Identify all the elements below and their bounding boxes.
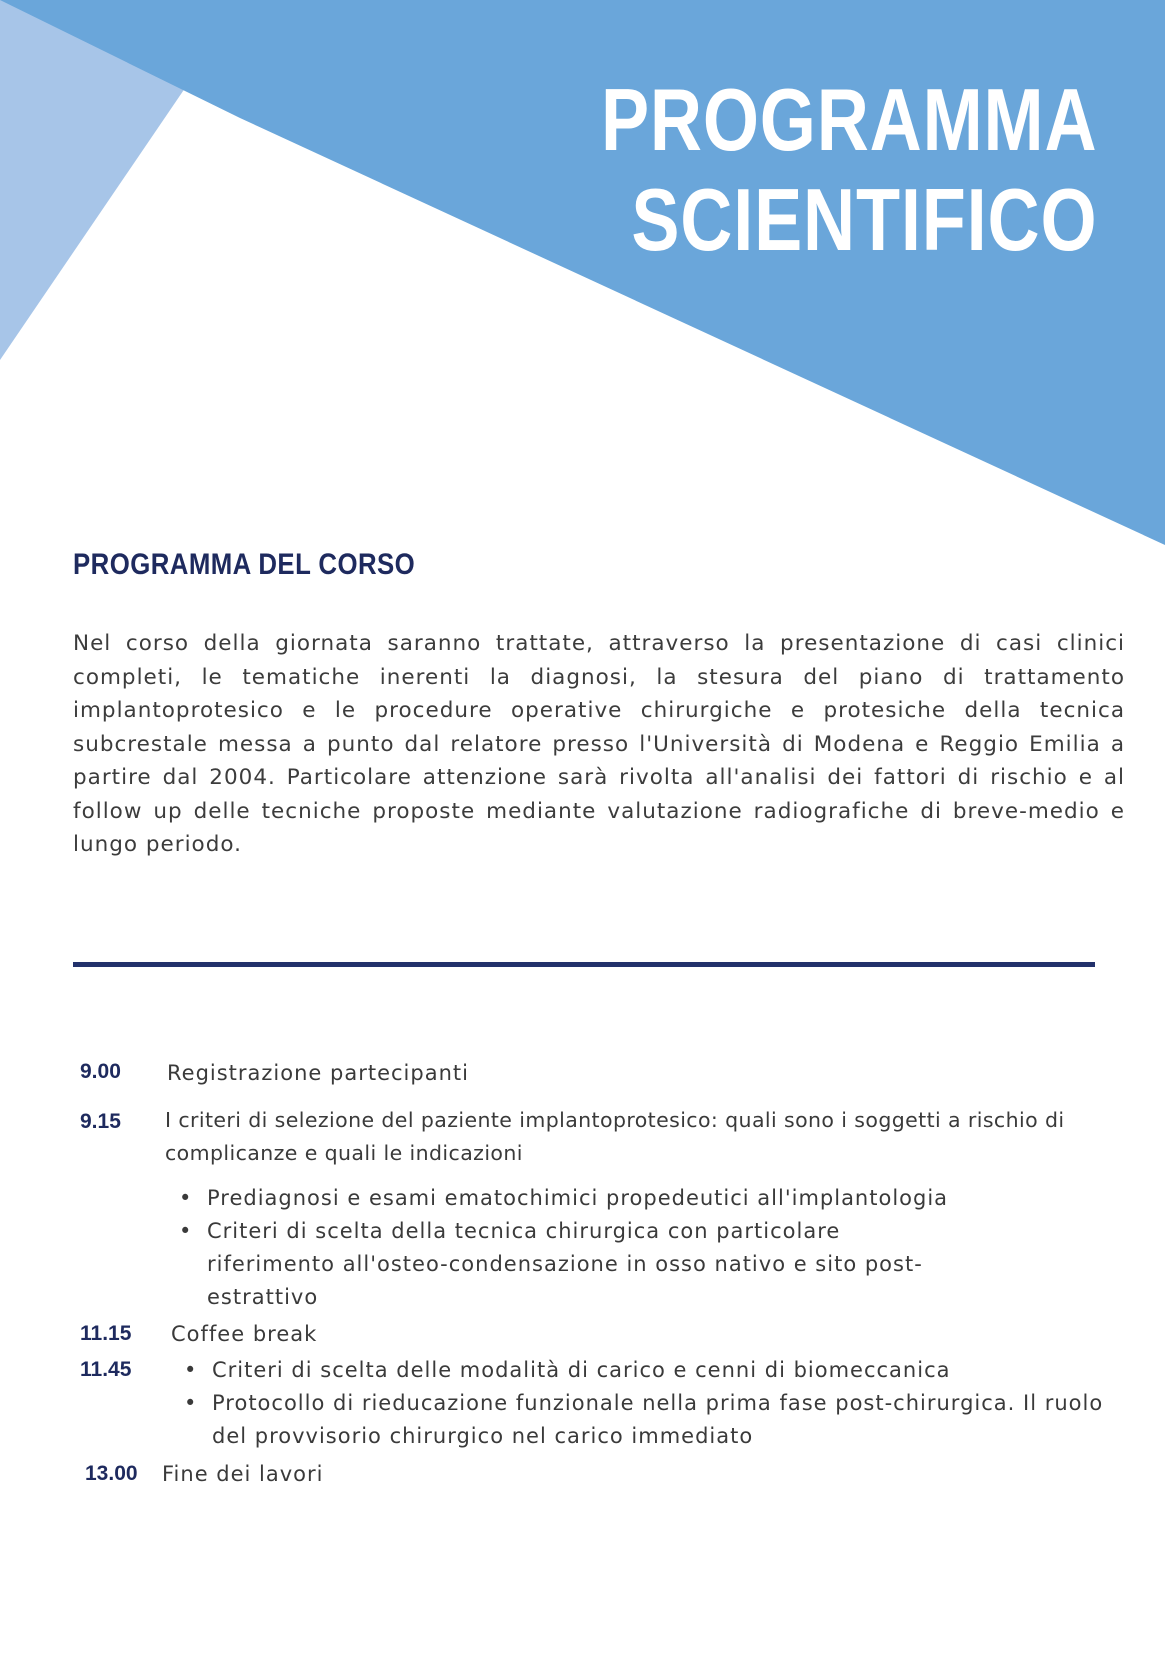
schedule-time-900: 9.00 xyxy=(80,1060,121,1083)
schedule-time-1300: 13.00 xyxy=(85,1462,138,1485)
schedule-bullets-1145 xyxy=(180,1354,1115,1453)
schedule-bullets-915 xyxy=(175,1182,1095,1314)
list-item: • Prediagnosi e esami ematochimici propedeutici all'implantologia xyxy=(175,1182,1095,1215)
schedule-time-1115: 11.15 xyxy=(80,1322,132,1345)
intro-paragraph: Nel corso della giornata saranno trattate, attraverso la presentazione di casi clinici completi, le tematiche inerenti la diagnosi, la stesura del piano di trattamento implantoprotesico e le procedure operative chirurgiche e protesiche della tecnica subcrestale messa a punto dal relatore presso l'Università di Modena e Reggio Emilia a partire dal 2004. Particolare attenzione sarà rivolta all'analisi dei fattori di rischio e al follow up delle tecniche proposte mediante valutazione radiografiche di breve-medio e lungo periodo. xyxy=(73,631,1125,857)
schedule-text-900: Registrazione partecipanti xyxy=(167,1061,469,1085)
title-line-2: SCIENTIFICO xyxy=(630,170,1097,269)
schedule-text-915: I criteri di selezione del paziente implantoprotesico: quali sono i soggetti a rischio di complicanze e quali le indicazioni xyxy=(165,1108,1065,1165)
title-line-1: PROGRAMMA xyxy=(600,70,1097,169)
schedule-time-915: 9.15 xyxy=(80,1110,121,1133)
page-title xyxy=(601,70,1097,270)
list-item: • Protocollo di rieducazione funzionale nella prima fase post-chirurgica. Il ruolo del provvisorio chirurgico nel carico immediato xyxy=(180,1387,1115,1453)
list-item: • Criteri di scelta della tecnica chirurgica con particolare riferimento all'osteo-condensazione in osso nativo e sito post-estrattivo xyxy=(175,1215,967,1314)
schedule-text-1300: Fine dei lavori xyxy=(162,1462,324,1486)
list-item: • Criteri di scelta delle modalità di carico e cenni di biomeccanica xyxy=(180,1354,1115,1387)
section-heading: PROGRAMMA DEL CORSO xyxy=(73,548,416,581)
schedule-time-1145: 11.45 xyxy=(80,1358,132,1381)
schedule-text-1115: Coffee break xyxy=(171,1322,318,1346)
divider xyxy=(73,962,1095,967)
